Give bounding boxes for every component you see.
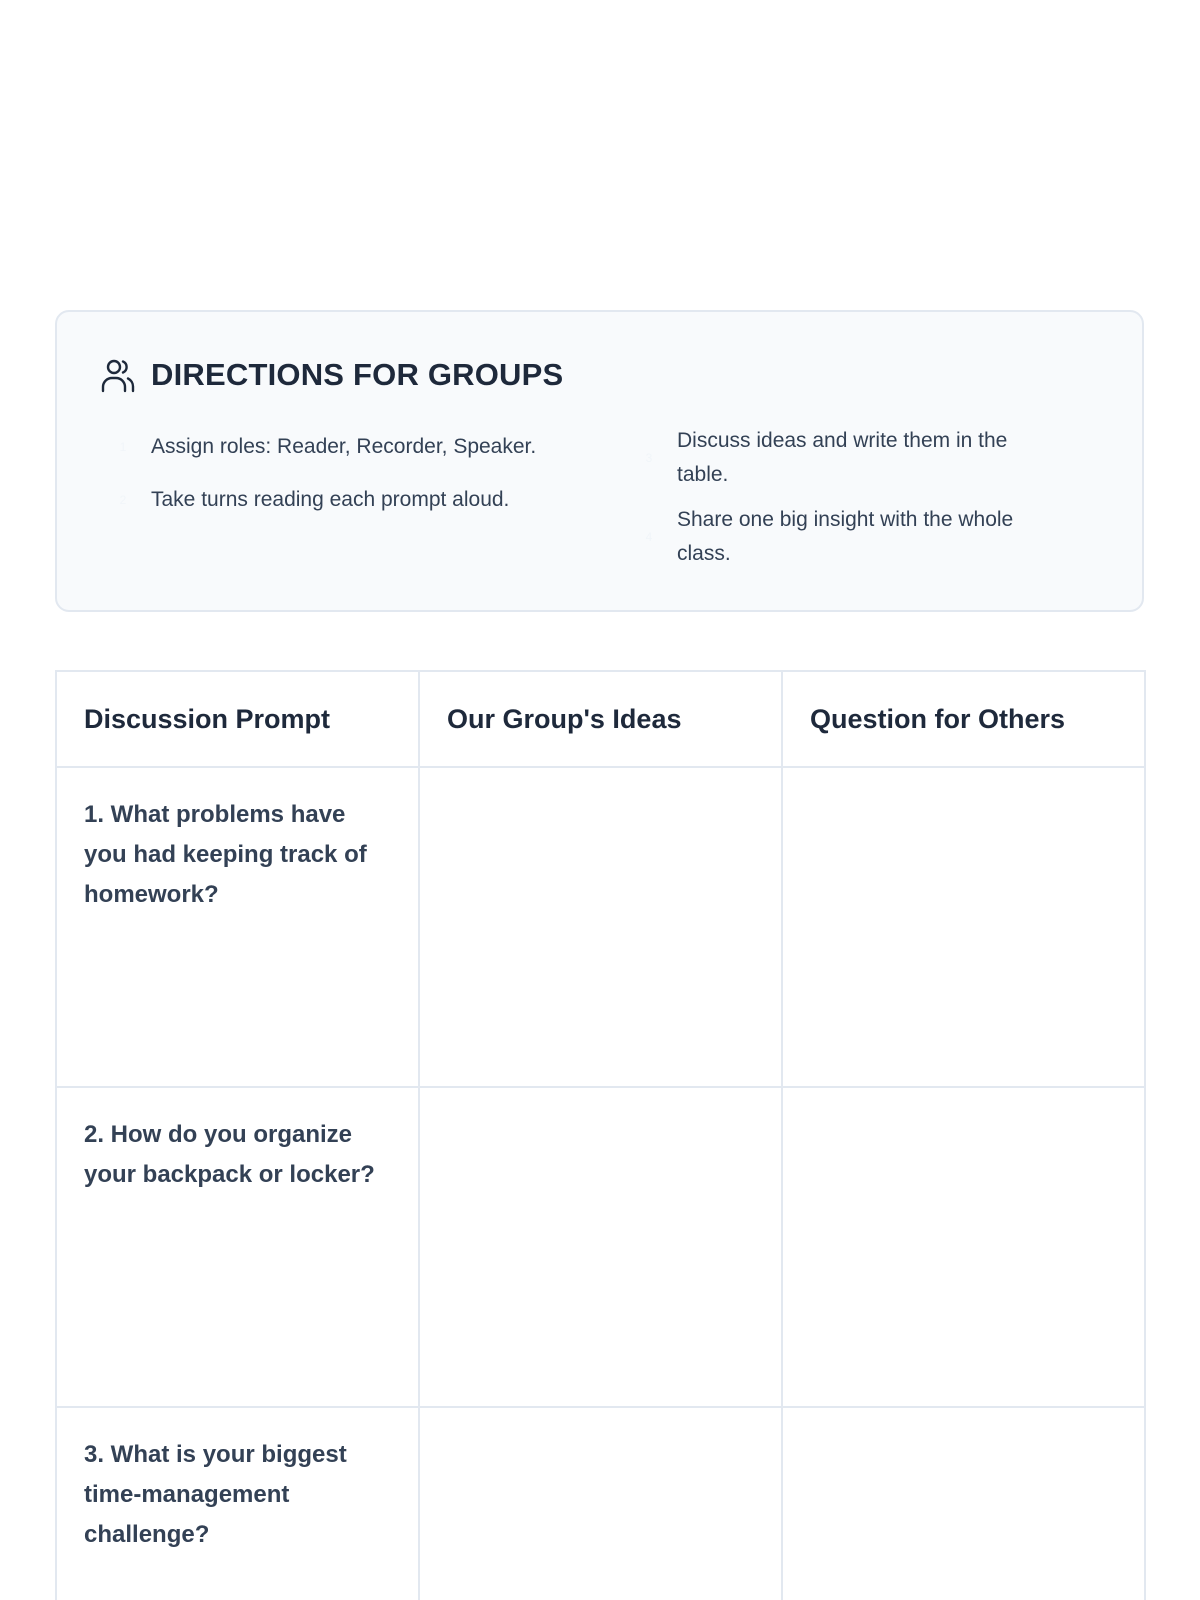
directions-header xyxy=(99,354,563,396)
ideas-cell[interactable] xyxy=(419,1407,782,1600)
prompt-cell: 2. How do you organize your backpack or locker? xyxy=(56,1087,419,1407)
ideas-cell[interactable] xyxy=(419,1087,782,1407)
prompt-cell: 3. What is your biggest time-management challenge? xyxy=(56,1407,419,1600)
users-icon xyxy=(99,356,137,394)
step-text: Take turns reading each prompt aloud. xyxy=(151,488,510,511)
prompt-cell: 1. What problems have you had keeping track of homework? xyxy=(56,767,419,1087)
question-cell[interactable] xyxy=(782,1087,1145,1407)
directions-list-left xyxy=(113,430,593,536)
question-cell[interactable] xyxy=(782,767,1145,1087)
direction-step xyxy=(113,430,593,464)
directions-title: DIRECTIONS FOR GROUPS xyxy=(151,357,564,392)
directions-panel xyxy=(55,310,1144,612)
header-group-ideas: Our Group's Ideas xyxy=(419,671,782,767)
step-text: Assign roles: Reader, Recorder, Speaker. xyxy=(151,435,537,458)
table-row xyxy=(56,767,1145,1087)
header-discussion-prompt: Discussion Prompt xyxy=(56,671,419,767)
header-question-for-others: Question for Others xyxy=(782,671,1145,767)
discussion-table xyxy=(55,670,1146,1600)
ideas-cell[interactable] xyxy=(419,767,782,1087)
direction-step xyxy=(639,424,1059,492)
step-number: 2 xyxy=(119,493,127,507)
table-row xyxy=(56,1407,1145,1600)
step-text: Discuss ideas and write them in the table. xyxy=(677,429,1008,486)
step-number: 1 xyxy=(119,440,127,454)
directions-list-right xyxy=(639,424,1059,582)
direction-step xyxy=(113,483,593,517)
step-number: 3 xyxy=(645,451,653,465)
table-header-row xyxy=(56,671,1145,767)
step-number: 4 xyxy=(645,530,653,544)
question-cell[interactable] xyxy=(782,1407,1145,1600)
direction-step xyxy=(639,503,1059,571)
step-text: Share one big insight with the whole class. xyxy=(677,508,1014,565)
table-row xyxy=(56,1087,1145,1407)
